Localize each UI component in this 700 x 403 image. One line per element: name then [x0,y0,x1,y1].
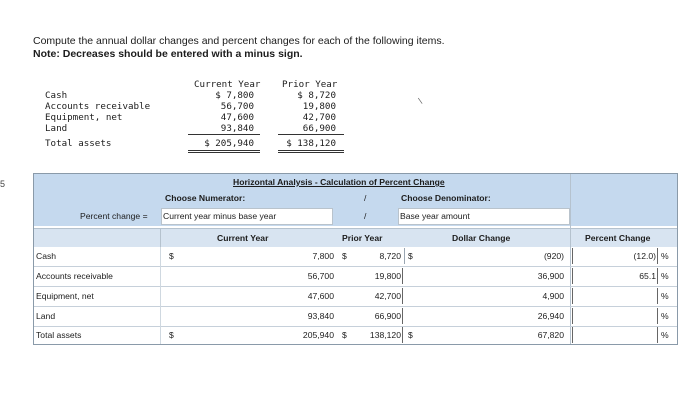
percent-change-input[interactable]: (12.0) [633,251,656,261]
prior-dollar-sign: $ [342,330,347,340]
change-dollar-sign: $ [408,330,413,340]
prior-year-value: 66,900 [374,311,401,321]
given-underline-prior [278,134,344,135]
given-prior-value: $ 138,120 [286,138,336,149]
given-prior-value: $ 8,720 [297,90,336,101]
numerator-value: Current year minus base year [163,211,277,221]
dollar-change-input[interactable]: (920) [543,251,564,261]
given-header-current: Current Year [194,79,261,90]
row-label: Cash [36,251,57,261]
instructions [33,35,445,61]
current-year-value: 7,800 [312,251,334,261]
row-label: Accounts receivable [36,271,113,281]
formula-row [34,206,677,226]
given-underline-current [188,134,260,135]
given-double-underline-prior [278,150,344,151]
denominator-value: Base year amount [400,211,470,221]
input-edge [657,248,658,264]
input-edge [402,327,403,343]
choose-denominator-label: Choose Denominator: [401,193,491,203]
instructions-note: Note: Decreases should be entered with a minus sign. [33,48,303,60]
percent-sign: % [661,251,669,261]
given-current-value: $ 205,940 [204,138,254,149]
current-year-value: 93,840 [307,311,334,321]
table-row [34,327,677,344]
table-title: Horizontal Analysis - Calculation of Percent Change [233,177,445,187]
given-prior-value: 42,700 [302,112,336,123]
table-row [34,307,677,326]
dollar-sign: $ [169,330,174,340]
given-prior-value: 19,800 [302,101,336,112]
table-row [34,247,677,266]
given-double-underline-current [188,150,260,151]
stray-mark-icon: \ [417,95,424,107]
table-row [34,267,677,286]
given-label: Cash [45,90,68,101]
row-label: Equipment, net [36,291,94,301]
percent-sign: % [661,271,669,281]
row-label: Land [36,311,56,321]
input-edge [657,268,658,284]
percent-sign: % [661,291,669,301]
given-current-col [196,90,254,149]
given-prior-col [282,90,336,149]
row-label: Total assets [36,330,82,340]
prior-year-value: 42,700 [374,291,401,301]
instructions-text: Compute the annual dollar changes and percent changes for each of the following items. [33,35,445,47]
input-edge [572,308,573,324]
margin-mark: 5 [0,179,6,189]
choose-row [34,190,677,206]
dollar-change-input[interactable]: 4,900 [542,291,564,301]
given-current-value: 47,600 [220,112,254,123]
percent-change-label: Percent change = [80,211,148,221]
table-title-row [34,174,677,190]
input-edge [402,268,403,284]
input-edge [572,248,573,264]
col-current-year: Current Year [217,233,269,243]
given-current-value: 93,840 [220,123,254,134]
input-edge [657,288,658,304]
choose-numerator-label: Choose Numerator: [165,193,246,203]
given-label: Land [45,123,68,134]
divider [160,247,161,344]
col-percent-change: Percent Change [585,233,651,243]
prior-dollar-sign: $ [342,251,347,261]
input-edge [657,308,658,324]
input-edge [402,308,403,324]
col-prior-year: Prior Year [342,233,383,243]
column-header-row [34,228,677,247]
horizontal-analysis-table [33,173,678,345]
dollar-sign: $ [169,251,174,261]
current-year-value: 56,700 [307,271,334,281]
dollar-change-input[interactable]: 67,820 [537,330,564,340]
percent-sign: % [661,311,669,321]
percent-change-input[interactable]: 65.1 [639,271,656,281]
denominator-dropdown[interactable] [398,208,570,225]
prior-year-value: 19,800 [374,271,401,281]
given-double-underline-current-2 [188,152,260,153]
input-edge [572,288,573,304]
prior-year-value: 138,120 [369,330,401,340]
input-edge [404,248,405,264]
input-edge [657,327,658,343]
given-double-underline-prior-2 [278,152,344,153]
slash: / [364,211,367,221]
given-label: Total assets [45,138,112,149]
given-current-value: $ 7,800 [215,90,254,101]
given-label: Equipment, net [45,112,123,123]
numerator-dropdown[interactable] [161,208,333,225]
input-edge [402,288,403,304]
percent-sign: % [661,330,669,340]
given-labels [45,90,150,149]
given-label: Accounts receivable [45,101,151,112]
col-dollar-change: Dollar Change [452,233,511,243]
input-edge [572,268,573,284]
input-edge [572,327,573,343]
table-row [34,287,677,306]
current-year-value: 47,600 [307,291,334,301]
change-dollar-sign: $ [408,251,413,261]
current-year-value: 205,940 [302,330,334,340]
given-current-value: 56,700 [220,101,254,112]
dollar-change-input[interactable]: 26,940 [537,311,564,321]
given-header-prior: Prior Year [282,79,338,90]
given-prior-value: 66,900 [302,123,336,134]
dollar-change-input[interactable]: 36,900 [537,271,564,281]
prior-year-value: 8,720 [379,251,401,261]
slash: / [364,193,367,203]
